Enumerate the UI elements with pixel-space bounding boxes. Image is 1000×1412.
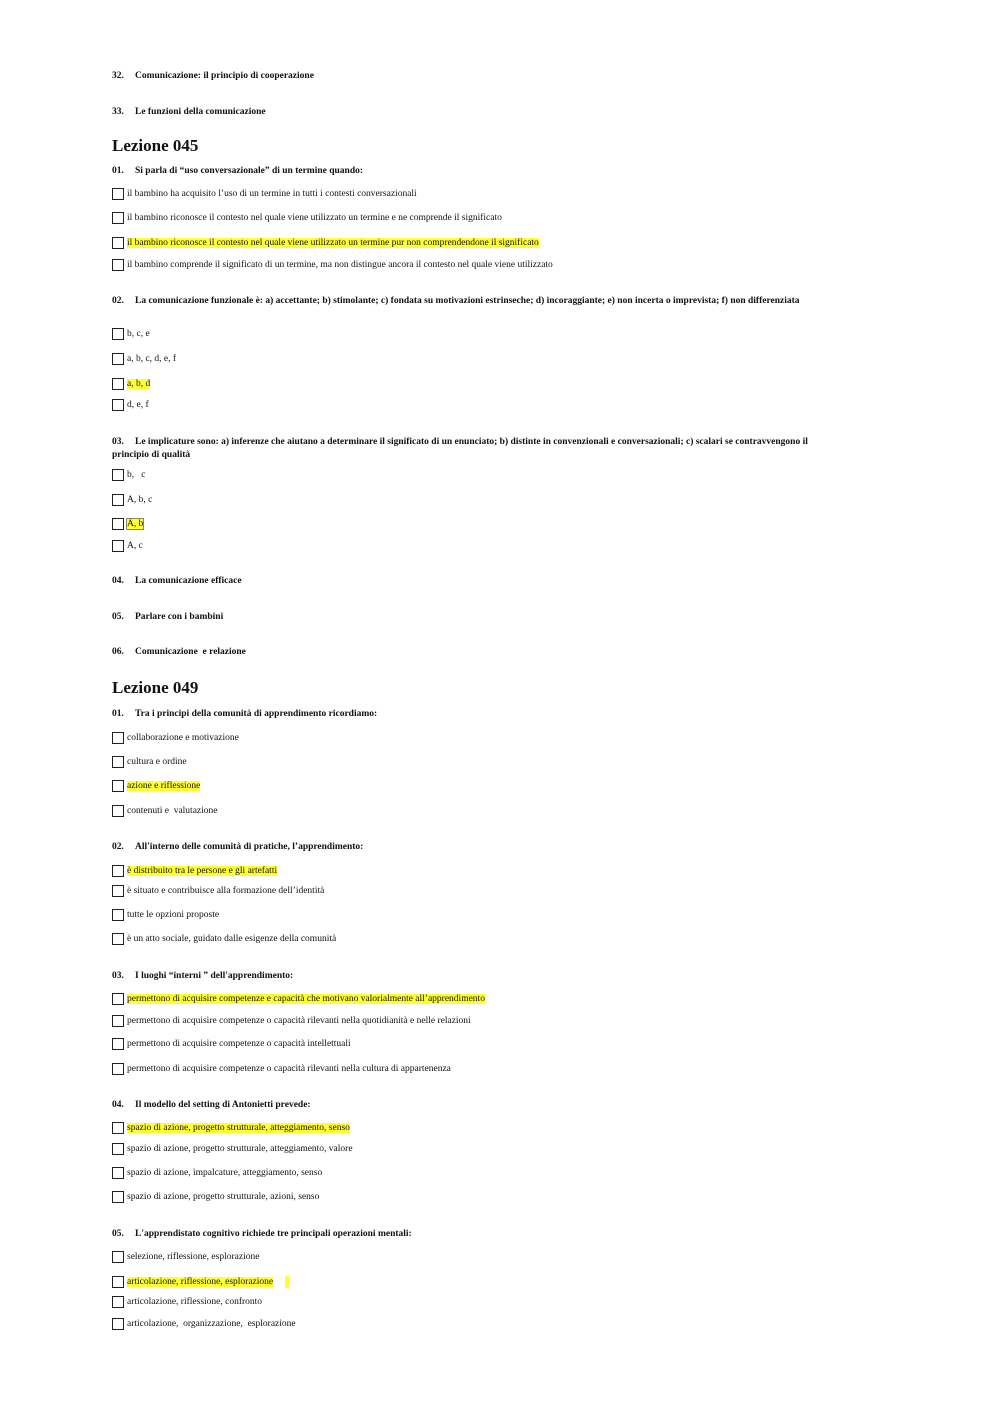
checkbox[interactable] (112, 1251, 124, 1263)
l045-q03-option-3[interactable] (112, 518, 143, 530)
checkbox[interactable] (112, 212, 124, 224)
l045-q03-option-4[interactable]: A, c (112, 540, 143, 552)
checkbox[interactable] (112, 1276, 124, 1288)
highlight-mark (285, 1276, 289, 1288)
l045-q03-option-1[interactable]: b, c (112, 469, 145, 481)
checkbox[interactable] (112, 756, 124, 768)
l049-q04-option-3[interactable]: spazio di azione, impalcature, atteggiamento, senso (112, 1167, 322, 1179)
highlighted-answer: a, b, d (127, 379, 151, 389)
checkbox[interactable] (112, 780, 124, 792)
checkbox[interactable] (112, 1318, 124, 1330)
highlighted-answer: azione e riflessione (127, 781, 201, 791)
l049-q01-option-4[interactable]: contenuti e valutazione (112, 805, 217, 817)
checkbox[interactable] (112, 540, 124, 552)
l049-q04-option-1[interactable] (112, 1122, 350, 1134)
l049-question-05: 05. L'apprendistato cognitivo richiede tre principali operazioni mentali: (112, 1229, 412, 1239)
checkbox[interactable] (112, 188, 124, 200)
checkbox[interactable] (112, 1191, 124, 1203)
question-32: 32. Comunicazione: il principio di cooperazione (112, 71, 314, 81)
checkbox[interactable] (112, 1063, 124, 1075)
l049-question-04: 04. Il modello del setting di Antonietti prevede: (112, 1100, 311, 1110)
l049-q05-option-2[interactable] (112, 1276, 289, 1288)
l045-q01-option-2[interactable]: il bambino riconosce il contesto nel quale viene utilizzato un termine e ne comprende il significato (112, 212, 502, 224)
l045-q01-option-1[interactable]: il bambino ha acquisito l’uso di un termine in tutti i contesti conversazionali (112, 188, 417, 200)
l045-question-06: 06. Comunicazione e relazione (112, 647, 246, 657)
checkbox[interactable] (112, 399, 124, 411)
l049-q04-option-4[interactable]: spazio di azione, progetto strutturale, azioni, senso (112, 1191, 319, 1203)
l045-q03-option-2[interactable]: A, b, c (112, 494, 152, 506)
l045-question-05: 05. Parlare con i bambini (112, 612, 224, 622)
l049-q05-option-3[interactable]: articolazione, riflessione, confronto (112, 1296, 262, 1308)
l049-q03-option-2[interactable]: permettono di acquisire competenze o capacità rilevanti nella quotidianità e nelle relazioni (112, 1015, 471, 1027)
highlighted-answer: permettono di acquisire competenze e capacità che motivano valorialmente all’apprendimento (127, 994, 485, 1004)
l049-q01-option-1[interactable]: collaborazione e motivazione (112, 732, 239, 744)
checkbox[interactable] (112, 237, 124, 249)
l045-q02-option-2[interactable]: a, b, c, d, e, f (112, 353, 176, 365)
l049-q05-option-1[interactable]: selezione, riflessione, esplorazione (112, 1251, 259, 1263)
l045-question-02: 02. La comunicazione funzionale è: a) accettante; b) stimolante; c) fondata su motivazioni estrinseche; d) incoraggiante; e) non incerta o imprevista; f) non differenziata (112, 296, 800, 306)
highlighted-answer: A, b (127, 519, 144, 529)
highlighted-answer: è distribuito tra le persone e gli artefatti (127, 866, 278, 876)
l049-q05-option-4[interactable]: articolazione, organizzazione, esplorazione (112, 1318, 296, 1330)
l049-question-01: 01. Tra i principi della comunità di apprendimento ricordiamo: (112, 709, 378, 719)
l045-question-04: 04. La comunicazione efficace (112, 576, 242, 586)
lesson-049-title: Lezione 049 (112, 678, 199, 697)
l049-q02-option-1[interactable] (112, 865, 277, 877)
l045-q02-option-3[interactable] (112, 378, 150, 390)
l045-q02-option-4[interactable]: d, e, f (112, 399, 149, 411)
checkbox[interactable] (112, 494, 124, 506)
checkbox[interactable] (112, 518, 124, 530)
checkbox[interactable] (112, 378, 124, 390)
checkbox[interactable] (112, 1038, 124, 1050)
checkbox[interactable] (112, 1122, 124, 1134)
l049-q01-option-2[interactable]: cultura e ordine (112, 756, 187, 768)
l049-q02-option-3[interactable]: tutte le opzioni proposte (112, 909, 219, 921)
l049-question-02: 02. All'interno delle comunità di pratiche, l’apprendimento: (112, 842, 364, 852)
l049-q03-option-4[interactable]: permettono di acquisire competenze o capacità rilevanti nella cultura di appartenenza (112, 1063, 451, 1075)
question-33: 33. Le funzioni della comunicazione (112, 107, 266, 117)
l049-q02-option-4[interactable]: è un atto sociale, guidato dalle esigenze della comunità (112, 933, 336, 945)
checkbox[interactable] (112, 909, 124, 921)
checkbox[interactable] (112, 1015, 124, 1027)
l045-q01-option-3[interactable] (112, 237, 539, 249)
checkbox[interactable] (112, 1143, 124, 1155)
checkbox[interactable] (112, 259, 124, 271)
checkbox[interactable] (112, 805, 124, 817)
l049-q04-option-2[interactable]: spazio di azione, progetto strutturale, atteggiamento, valore (112, 1143, 353, 1155)
l045-question-01: 01. Si parla di “uso conversazionale” di un termine quando: (112, 166, 364, 176)
lesson-045-title: Lezione 045 (112, 136, 199, 155)
l045-question-03: 03. Le implicature sono: a) inferenze che aiutano a determinare il significato di un enunciato; b) distinte in convenzionali e conversazionali; c) scalari se contravvengono il principio di qualità (112, 437, 808, 460)
l049-question-03: 03. I luoghi “interni ” dell'apprendimento: (112, 971, 294, 981)
l049-q03-option-3[interactable]: permettono di acquisire competenze o capacità intellettuali (112, 1038, 351, 1050)
checkbox[interactable] (112, 933, 124, 945)
checkbox[interactable] (112, 732, 124, 744)
l049-q03-option-1[interactable] (112, 993, 485, 1005)
l045-q01-option-4[interactable]: il bambino comprende il significato di un termine, ma non distingue ancora il contesto nel quale viene utilizzato (112, 259, 553, 271)
checkbox[interactable] (112, 885, 124, 897)
l049-q02-option-2[interactable]: è situato e contribuisce alla formazione dell’identità (112, 885, 324, 897)
checkbox[interactable] (112, 1167, 124, 1179)
l049-q01-option-3[interactable] (112, 780, 200, 792)
highlighted-answer: spazio di azione, progetto strutturale, atteggiamento, senso (127, 1123, 350, 1133)
l045-q02-option-1[interactable]: b, c, e (112, 328, 150, 340)
checkbox[interactable] (112, 993, 124, 1005)
checkbox[interactable] (112, 469, 124, 481)
checkbox[interactable] (112, 353, 124, 365)
checkbox[interactable] (112, 328, 124, 340)
checkbox[interactable] (112, 1296, 124, 1308)
highlighted-answer: il bambino riconosce il contesto nel quale viene utilizzato un termine pur non comprendendone il significato (127, 238, 539, 248)
highlighted-answer: articolazione, riflessione, esplorazione (127, 1277, 274, 1287)
checkbox[interactable] (112, 865, 124, 877)
